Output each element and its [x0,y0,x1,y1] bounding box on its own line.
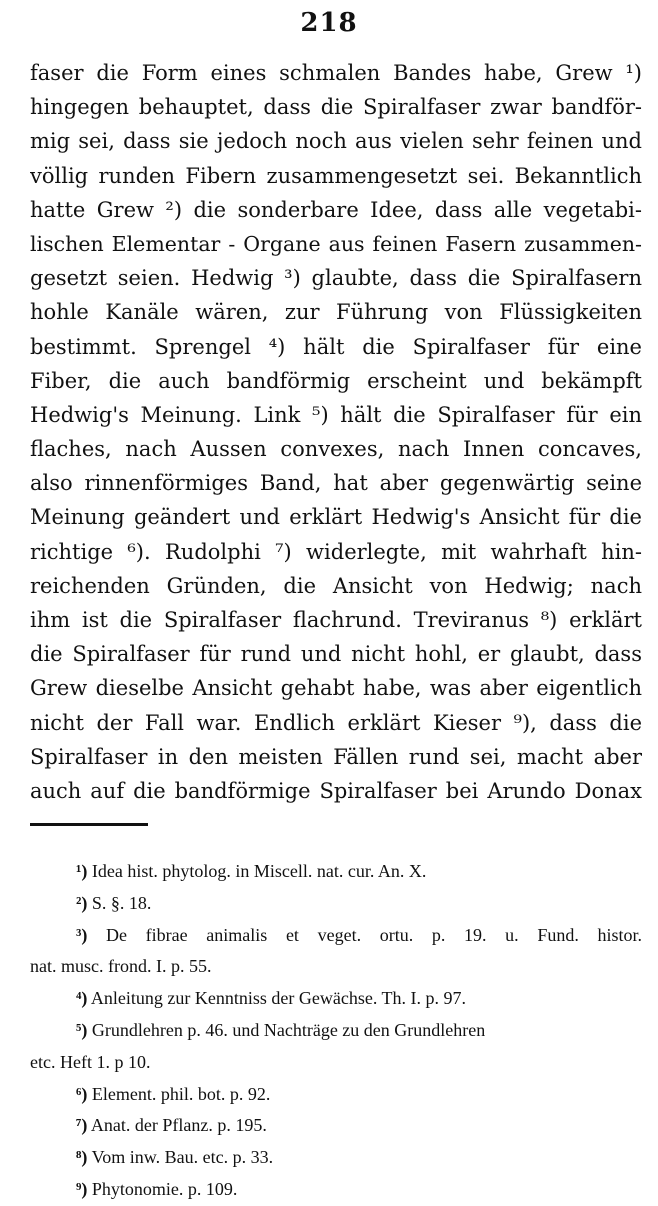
footnote-9 [30,1174,642,1206]
footnote-text: Grundlehren p. 46. und Nachträge zu den Grundlehren [91,1019,486,1040]
text-line: ihm ist die Spiralfaser flachrund. Treviranus ⁸) erklärt [30,608,642,632]
footnote-5-continued: etc. Heft 1. p 10. [30,1051,151,1072]
footnote-text: Anleitung zur Kenntniss der Gewächse. Th. I. p. 97. [90,988,466,1009]
footnote-2 [30,888,642,920]
footnote-marker: ⁴) [76,988,88,1009]
footnote-marker: ⁵) [76,1019,88,1040]
footnote-6 [30,1079,642,1111]
text-line: faser die Form eines schmalen Bandes habe, Grew ¹) [30,61,642,85]
text-line: hohle Kanäle wären, zur Führung von Flüssigkeiten [30,300,642,325]
footnote-text: Anat. der Pflanz. p. 195. [90,1115,267,1136]
text-line: lischen Elementar - Organe aus feinen Fasern zusammen- [30,231,642,256]
footnote-text: De fibrae animalis et veget. ortu. p. 19. u. Fund. histor. [106,924,642,945]
footnote-7 [30,1110,642,1142]
footnote-marker: ⁸) [76,1147,88,1168]
text-line: Spiralfaser in den meisten Fällen rund sei, macht aber [30,744,642,769]
footnote-8 [30,1142,642,1174]
text-line: auch auf die bandförmige Spiralfaser bei Arundo Donax [30,778,642,803]
text-line: gesetzt seien. Hedwig ³) glaubte, dass die Spiralfasern [30,266,642,291]
text-line: mig sei, dass sie jedoch noch aus vielen sehr feinen und [30,129,642,154]
text-line: hingegen behauptet, dass die Spiralfaser zwar bandför- [30,95,642,120]
footnote-marker: ²) [76,892,88,913]
text-line: Meinung geändert und erklärt Hedwig's Ansicht für die [30,505,642,530]
footnote-marker: ³) [76,924,88,945]
footnote-text: Idea hist. phytolog. in Miscell. nat. cur. An. X. [91,861,427,881]
page-number: 218 [300,8,358,38]
text-line: völlig runden Fibern zusammengesetzt sei. Bekanntlich [30,163,642,188]
footnote-marker: ⁶) [76,1083,88,1104]
footnote-text: Phytonomie. p. 109. [91,1178,238,1199]
footnote-marker: ¹) [76,861,88,881]
footnote-separator [30,823,148,826]
text-line: nicht der Fall war. Endlich erklärt Kieser ⁹), dass die [30,710,642,735]
footnote-1 [30,856,642,888]
text-line: flaches, nach Aussen convexes, nach Innen concaves, [30,437,642,462]
footnote-marker: ⁹) [76,1178,88,1199]
text-line: hatte Grew ²) die sonderbare Idee, dass alle vegetabi- [30,197,642,222]
footnote-3 [30,920,642,952]
text-line: Fiber, die auch bandförmig erscheint und bekämpft [30,368,642,393]
text-line: reichenden Gründen, die Ansicht von Hedwig; nach [30,573,642,598]
main-text [30,56,642,808]
text-line: also rinnenförmiges Band, hat aber gegenwärtig seine [30,471,642,496]
text-line: Hedwig's Meinung. Link ⁵) hält die Spiralfaser für ein [30,402,642,427]
footnote-marker: ⁷) [76,1115,88,1136]
text-line: Grew dieselbe Ansicht gehabt habe, was aber eigentlich [30,676,642,701]
footnote-text: Element. phil. bot. p. 92. [91,1083,271,1104]
text-line: bestimmt. Sprengel ⁴) hält die Spiralfaser für eine [30,334,642,359]
footnote-5 [30,1015,642,1047]
text-line: die Spiralfaser für rund und nicht hohl, er glaubt, dass [30,642,642,667]
footnote-text: S. §. 18. [91,892,152,913]
footnotes [30,856,642,1206]
text-line: richtige ⁶). Rudolphi ⁷) widerlegte, mit wahrhaft hin- [30,539,642,564]
footnote-3-continued: nat. musc. frond. I. p. 55. [30,956,212,977]
footnote-4 [30,983,642,1015]
footnote-text: Vom inw. Bau. etc. p. 33. [91,1147,274,1168]
